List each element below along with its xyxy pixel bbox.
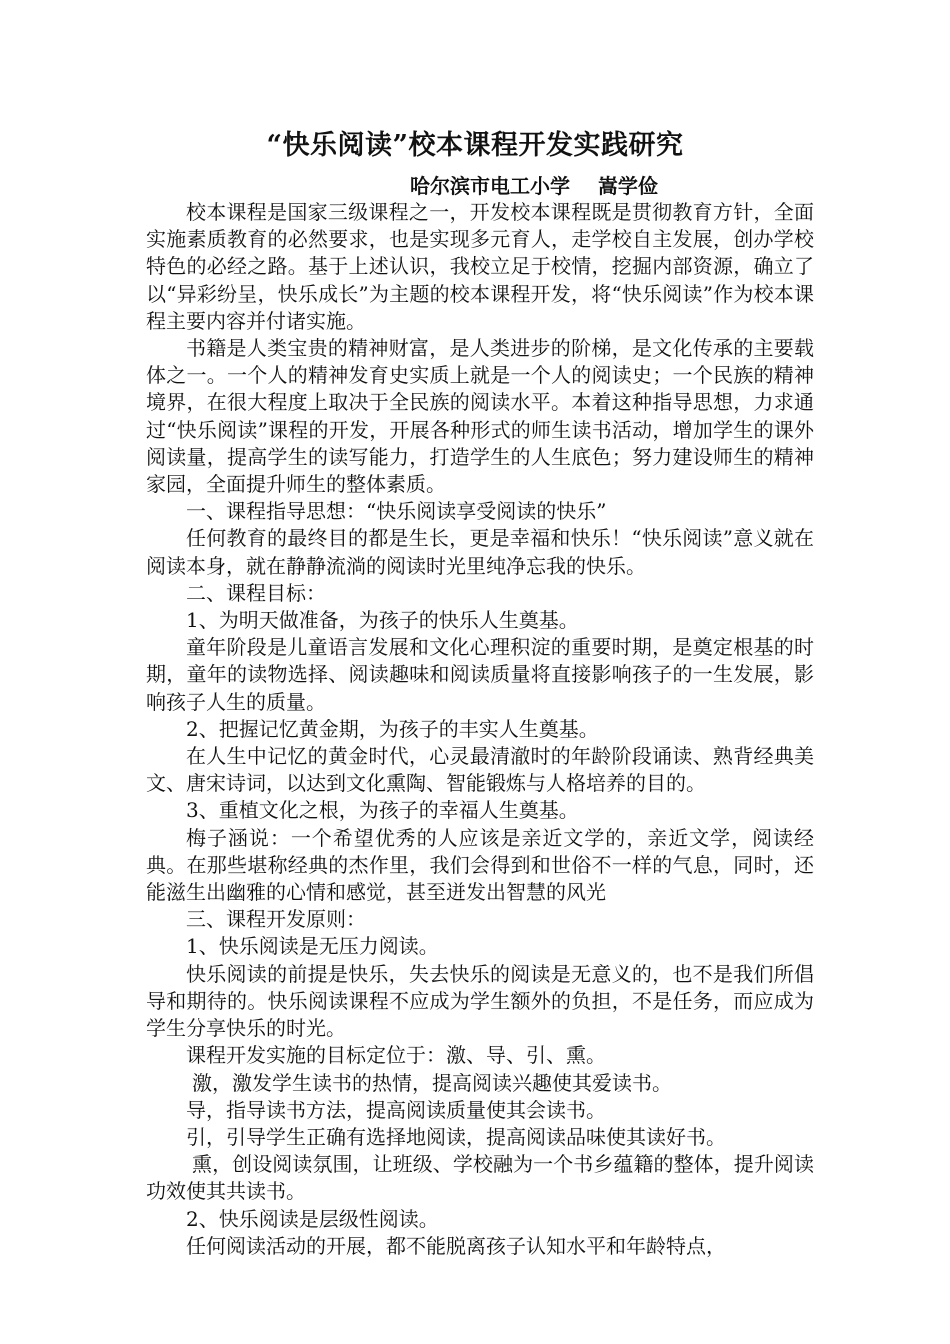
paragraph: 激，激发学生读书的热情，提高阅读兴趣使其爱读书。 [192,1070,672,1095]
paragraph: 课程开发实施的目标定位于：激、导、引、熏。 [186,1043,606,1068]
subheading: 3、重植文化之根，为孩子的幸福人生奠基。 [186,798,579,823]
section-heading: 二、课程目标： [186,580,326,605]
section-heading: 一、课程指导思想：“快乐阅读享受阅读的快乐” [186,499,607,524]
paragraph: 任何阅读活动的开展，都不能脱离孩子认知水平和年龄特点， [186,1233,726,1258]
document-title: “快乐阅读”校本课程开发实践研究 [266,130,684,161]
paragraph: 快乐阅读的前提是快乐，失去快乐的阅读是无意义的，也不是我们所倡导和期待的。快乐阅读课程不应成为学生额外的负担，不是任务，而应成为学生分享快乐的时光。 [146,961,814,1041]
paragraph: 书籍是人类宝贵的精神财富，是人类进步的阶梯，是文化传承的主要载体之一。一个人的精神发育史实质上就是一个人的阅读史；一个民族的精神境界，在很大程度上取决于全民族的阅读水平。本着这种指导思想，力求通过“快乐阅读”课程的开发，开展各种形式的师生读书活动，增加学生的课外阅读量，提高学生的读写能力，打造学生的人生底色；努力建设师生的精神家园，全面提升师生的整体素质。 [146,336,814,497]
paragraph: 校本课程是国家三级课程之一，开发校本课程既是贯彻教育方针，全面实施素质教育的必然要求，也是实现多元育人，走学校自主发展，创办学校特色的必经之路。基于上述认识，我校立足于校情，挖掘内部资源，确立了以“异彩纷呈，快乐成长”为主题的校本课程开发，将“快乐阅读”作为校本课程主要内容并付诸实施。 [146,200,814,333]
paragraph: 童年阶段是儿童语言发展和文化心理积淀的重要时期，是奠定根基的时期，童年的读物选择、阅读趣味和阅读质量将直接影响孩子的一生发展，影响孩子人生的质量。 [146,635,814,714]
paragraph: 任何教育的最终目的都是生长，更是幸福和快乐！“快乐阅读”意义就在阅读本身，就在静静流淌的阅读时光里纯净忘我的快乐。 [146,526,814,578]
paragraph: 熏，创设阅读氛围，让班级、学校融为一个书乡蕴籍的整体，提升阅读功效使其共读书。 [146,1152,814,1204]
section-heading: 三、课程开发原则： [186,907,366,932]
paragraph: 梅子涵说：一个希望优秀的人应该是亲近文学的，亲近文学，阅读经典。在那些堪称经典的杰作里，我们会得到和世俗不一样的气息，同时，还能滋生出幽雅的心情和感觉，甚至迸发出智慧的风光 [146,825,814,905]
document-author: 哈尔滨市电工小学 嵩学俭 [410,174,658,198]
paragraph: 导，指导读书方法，提高阅读质量使其会读书。 [186,1097,606,1122]
subheading: 2、把握记忆黄金期，为孩子的丰实人生奠基。 [186,716,599,741]
subheading: 1、快乐阅读是无压力阅读。 [186,934,439,959]
paragraph: 在人生中记忆的黄金时代，心灵最清澈时的年龄阶段诵读、熟背经典美文、唐宋诗词，以达到文化熏陶、智能锻炼与人格培养的目的。 [146,744,814,796]
subheading: 1、为明天做准备，为孩子的快乐人生奠基。 [186,608,579,633]
subheading: 2、快乐阅读是层级性阅读。 [186,1206,439,1231]
document-body [146,199,814,1260]
paragraph: 引，引导学生正确有选择地阅读，提高阅读品味使其读好书。 [186,1124,726,1149]
